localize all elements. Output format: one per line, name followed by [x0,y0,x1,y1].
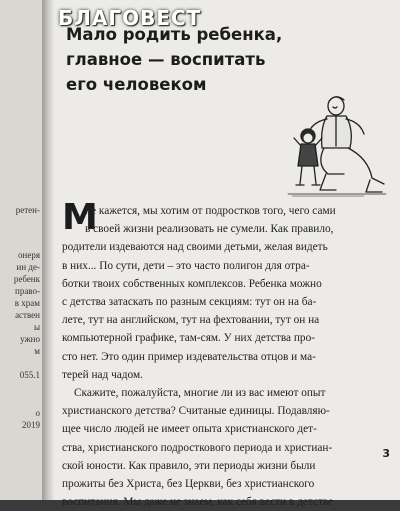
watermark-logo: БЛАГОВЕСТ [58,6,202,30]
text-line: христианского детства? Считаные единицы. Подавляю- [62,405,330,418]
left-page-line: право- [15,286,40,296]
book-page [54,0,400,509]
previous-page-edge [0,0,42,500]
text-line: в них... По сути, дети – это часто полигон для отра- [62,259,310,272]
left-page-line: м [34,346,40,356]
text-line: воспитания. Мы даже не знаем, как себя вести в детстве [62,496,334,509]
left-page-line: в храм [14,298,40,308]
chapter-title: Мало родить ребенка, главное — воспитать его человеком [66,25,283,94]
left-page-line: ребенк [13,274,40,284]
text-line: не кажется, мы хотим от подростков того, чего сами [85,205,336,217]
text-line: ства, христианского подросткового периода и христиан- [62,441,333,454]
left-page-line: 055.1 [19,370,40,380]
text-line: щее число людей не имеет опыта христианского дет- [62,423,317,436]
left-page-line: о [35,408,40,418]
left-page-line: аствен [15,310,40,320]
left-page-line: онеря [18,250,40,260]
text-line: компьютерной графике, там-сям. У них детства про- [62,332,315,345]
text-line: лете, тут на английском, тут на фехтовании, тут он на [62,314,320,327]
text-line: Скажите, пожалуйста, многие ли из вас имеют опыт [74,387,326,400]
text-line: сто нет. Это один пример издевательства отцов и ма- [62,350,316,363]
text-line: ботки твоих собственных комплексов. Ребенка можно [62,277,322,290]
text-line: прожиты без Христа, без Церкви, без христианского [62,478,315,491]
left-page-line: ин де- [16,262,40,272]
left-page-line: 2019 [22,420,40,430]
drop-cap: М [62,197,98,238]
left-page-line: ретен- [15,205,40,215]
body-text [62,197,386,511]
text-line: ской юности. Как правило, эти периоды жизни были [62,459,316,472]
text-line: с детства затаскать по разным секциям: тут он на ба- [62,296,317,309]
left-page-line: ы [33,322,40,332]
page-number: 3 [382,447,390,460]
text-line: терей над чадом. [62,368,143,381]
text-line: в своей жизни реализовать не сумели. Как правило, [85,223,334,236]
book-gutter [42,0,54,500]
father-child-illustration [264,92,390,198]
left-page-line: ужно [20,334,40,344]
text-line: родители издеваются над своими детьми, желая видеть [62,241,328,254]
